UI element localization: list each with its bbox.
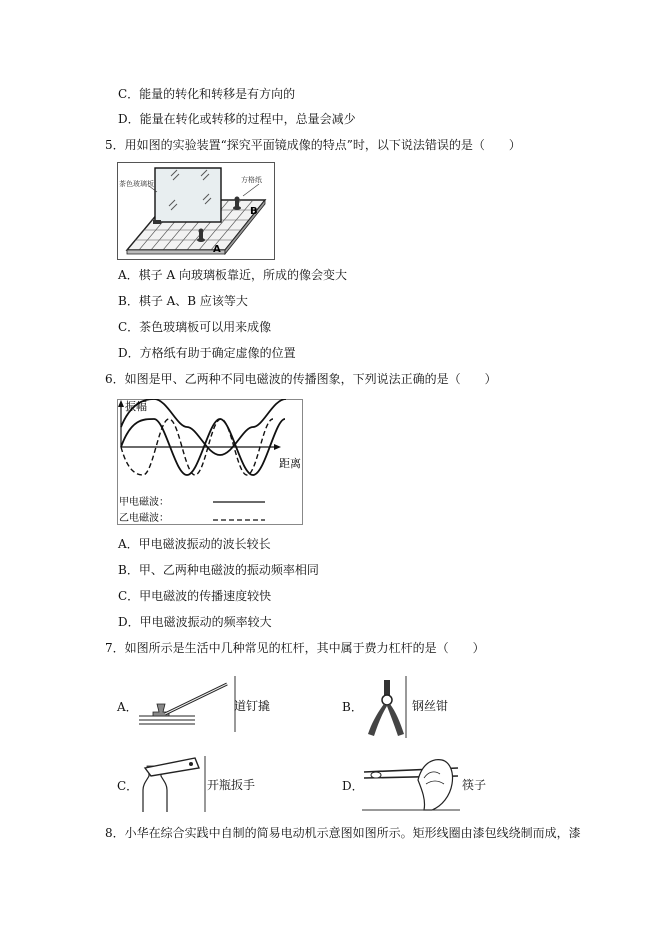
- legend-a-label: 甲电磁波：: [119, 497, 169, 508]
- q7-option-a-name: 道钉撬: [234, 699, 271, 713]
- q6-option-b: B．甲、乙两种电磁波的振动频率相同: [118, 563, 319, 577]
- spike-puller-image: [135, 676, 237, 732]
- q6-option-c: C．甲电磁波的传播速度较快: [118, 589, 272, 603]
- q4-option-c: C．能量的转化和转移是有方向的: [118, 87, 296, 101]
- y-axis-label: 振幅: [125, 400, 147, 413]
- q6-option-a: A．甲电磁波振动的波长较长: [118, 537, 271, 551]
- x-axis-label: 距离: [279, 457, 301, 470]
- q7-option-d-letter: D．: [342, 779, 364, 793]
- q4-option-d: D．能量在转化或转移的过程中，总量会减少: [118, 112, 356, 126]
- legend-b-label: 乙电磁波：: [119, 513, 169, 524]
- wave-figure: [117, 399, 303, 525]
- grid-label: 方格纸: [241, 176, 262, 184]
- pliers-image: [360, 676, 410, 738]
- piece-a-label: A: [213, 244, 221, 255]
- q5-option-a: A．棋子 A 向玻璃板靠近，所成的像会变大: [118, 268, 347, 282]
- mirror-experiment-figure: [117, 162, 275, 260]
- q7-option-b-name: 钢丝钳: [412, 699, 449, 713]
- q7-stem: 7．如图所示是生活中几种常见的杠杆，其中属于费力杠杆的是（ ）: [105, 641, 485, 655]
- q7-option-a-letter: A．: [117, 700, 138, 714]
- q6-option-d: D．甲电磁波振动的频率较大: [118, 615, 272, 629]
- q5-stem: 5．用如图的实验装置“探究平面镜成像的特点”时，以下说法错误的是（ ）: [105, 138, 521, 152]
- glass-label: 茶色玻璃板: [119, 180, 154, 188]
- chopsticks-image: [362, 754, 460, 812]
- piece-b-label: B: [250, 206, 258, 217]
- q7-option-d-name: 筷子: [462, 778, 487, 792]
- q6-stem: 6．如图是甲、乙两种不同电磁波的传播图象，下列说法正确的是（ ）: [105, 372, 497, 386]
- q5-option-d: D．方格纸有助于确定虚像的位置: [118, 346, 296, 360]
- q7-option-c-letter: C．: [117, 779, 139, 793]
- q8-stem: 8．小华在综合实践中自制的简易电动机示意图如图所示。矩形线圈由漆包线绕制而成，漆: [105, 826, 581, 840]
- q7-option-b-letter: B．: [342, 700, 363, 714]
- bottle-opener-image: [135, 756, 207, 812]
- q5-option-b: B．棋子 A、B 应该等大: [118, 294, 248, 308]
- q5-option-c: C．茶色玻璃板可以用来成像: [118, 320, 272, 334]
- q7-option-c-name: 开瓶扳手: [207, 778, 256, 792]
